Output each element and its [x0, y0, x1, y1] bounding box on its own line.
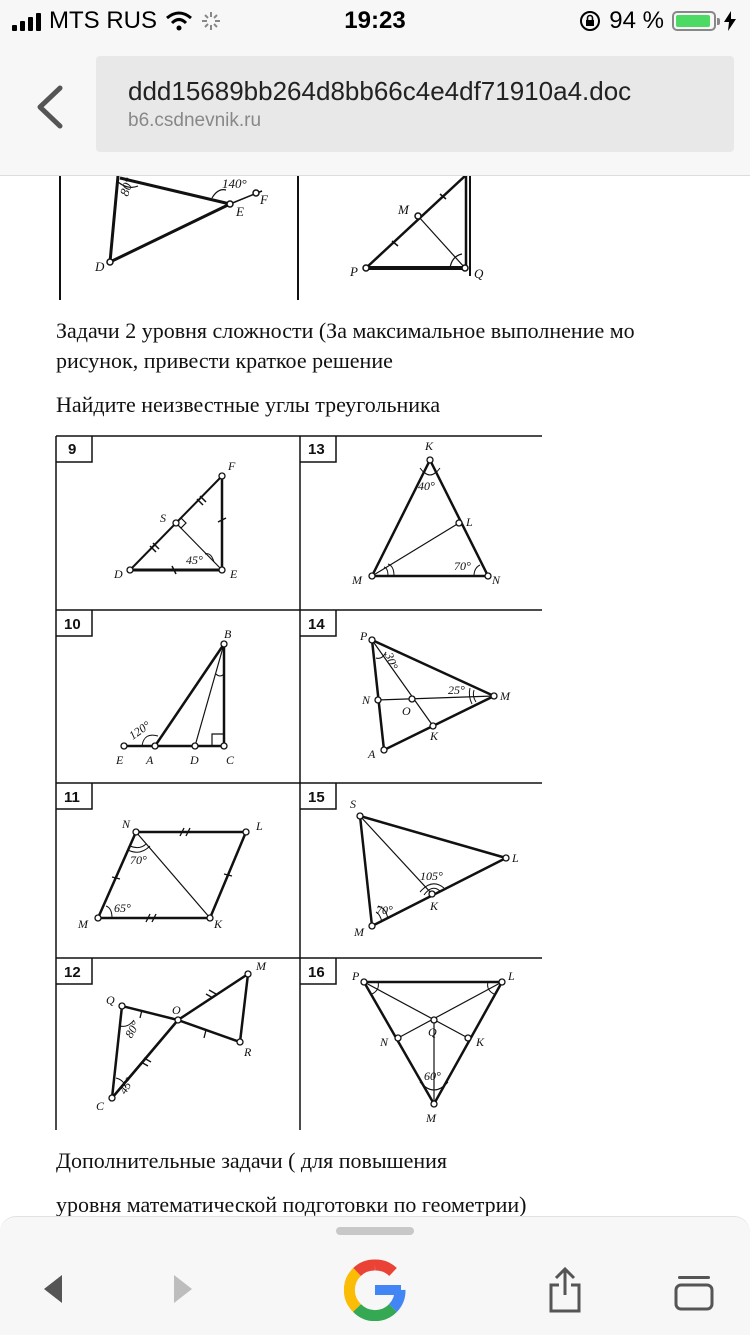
figure-9: [113, 459, 238, 581]
figure-number: 15: [308, 789, 325, 806]
angle-label: 45°: [115, 1074, 137, 1097]
status-bar: [0, 0, 750, 40]
figure-number: 11: [64, 789, 80, 806]
point-label: K: [430, 729, 439, 743]
share-icon[interactable]: [548, 1267, 582, 1313]
point-label: S: [160, 511, 166, 525]
point-label: D: [95, 259, 105, 274]
battery-icon: [672, 11, 716, 31]
point-label: M: [256, 959, 266, 973]
point-label: L: [508, 969, 515, 983]
angle-label: 45°: [186, 553, 203, 567]
point-label: P: [350, 264, 358, 279]
point-label: L: [256, 819, 263, 833]
angle-label: 25°: [448, 683, 465, 697]
figure-number: 14: [308, 616, 325, 633]
document-title: ddd15689bb264d8bb66c4e4df71910a4.doc: [128, 76, 632, 106]
level2-heading-line2: рисунок, привести краткое решение: [56, 348, 393, 373]
task-prompt: Найдите неизвестные углы треугольника: [56, 392, 441, 417]
carrier-name: MTS RUS: [49, 7, 157, 34]
point-label: O: [402, 704, 411, 718]
extra-tasks-line2: уровня математической подготовки по геометрии): [56, 1192, 527, 1216]
figure-number: 9: [68, 441, 77, 458]
clock: 19:23: [344, 7, 406, 34]
point-label: N: [492, 573, 501, 587]
point-label: K: [214, 917, 223, 931]
document-domain: b6.csdnevnik.ru: [128, 110, 262, 131]
figure-12: [96, 959, 267, 1113]
document-page[interactable]: [0, 176, 750, 1216]
figure-15: [350, 797, 519, 939]
google-icon[interactable]: [344, 1259, 406, 1321]
angle-label: 70°: [376, 903, 393, 917]
figure-14: [359, 629, 511, 761]
point-label: M: [500, 689, 510, 703]
point-label: Q: [428, 1025, 437, 1039]
angle-label: 70°: [130, 853, 147, 867]
angle-label: 65°: [114, 901, 131, 915]
point-label: P: [360, 629, 368, 643]
angle-label: 80°: [121, 1018, 143, 1041]
point-label: S: [350, 797, 356, 811]
angle-140-label: 140°: [222, 176, 247, 191]
point-label: M: [352, 573, 362, 587]
point-label: Q: [474, 266, 484, 281]
point-label: M: [398, 202, 409, 217]
angle-label: 120°: [126, 718, 153, 743]
figure-grid: [0, 434, 750, 1134]
point-label: D: [114, 567, 123, 581]
figure-16: [351, 969, 515, 1125]
arrow-right-icon[interactable]: [170, 1273, 196, 1305]
point-label: C: [226, 753, 235, 767]
angle-label: 60°: [424, 1069, 441, 1083]
battery-percent: 94 %: [609, 7, 664, 34]
point-label: E: [116, 753, 124, 767]
browser-header: [0, 40, 750, 176]
figure-number: 12: [64, 964, 81, 981]
point-label: N: [122, 817, 131, 831]
point-label: F: [260, 192, 268, 207]
point-label: O: [172, 1003, 181, 1017]
tabs-icon[interactable]: [674, 1275, 714, 1311]
angle-label: 40°: [418, 479, 435, 493]
point-label: A: [146, 753, 154, 767]
address-bar[interactable]: [96, 56, 734, 152]
drag-handle[interactable]: [336, 1227, 414, 1235]
point-label: K: [430, 899, 439, 913]
arrow-left-icon[interactable]: [40, 1273, 66, 1305]
orientation-lock-icon: [579, 10, 601, 32]
level2-heading-line1: Задачи 2 уровня сложности (За максимальное выполнение мо: [56, 318, 635, 343]
point-label: N: [380, 1035, 389, 1049]
point-label: M: [354, 925, 364, 939]
point-label: L: [512, 851, 519, 865]
point-label: L: [466, 515, 473, 529]
point-label: B: [224, 627, 232, 641]
point-label: K: [425, 439, 434, 453]
figure-number: 16: [308, 964, 325, 981]
point-label: D: [190, 753, 199, 767]
point-label: M: [426, 1111, 436, 1125]
point-label: Q: [106, 993, 115, 1007]
bottom-toolbar: [0, 1216, 750, 1335]
point-label: K: [476, 1035, 485, 1049]
charging-bolt-icon: [724, 11, 736, 31]
point-label: E: [236, 204, 244, 219]
point-label: N: [362, 693, 371, 707]
point-label: E: [230, 567, 238, 581]
angle-label: 105°: [420, 869, 443, 883]
point-label: C: [96, 1099, 105, 1113]
angle-80-label: 80°: [116, 176, 137, 199]
angle-label: 30°: [382, 650, 401, 672]
point-label: F: [228, 459, 236, 473]
point-label: P: [352, 969, 360, 983]
point-label: A: [368, 747, 376, 761]
point-label: M: [78, 917, 88, 931]
figure-number: 10: [64, 616, 81, 633]
figure-11: [77, 817, 263, 931]
point-label: R: [244, 1045, 252, 1059]
top-figure-fragment: [0, 176, 750, 301]
extra-tasks-line1: Дополнительные задачи ( для повышения: [56, 1148, 448, 1173]
figure-10: [115, 627, 235, 767]
figure-number: 13: [308, 441, 325, 458]
angle-label: 70°: [454, 559, 471, 573]
chevron-left-icon[interactable]: [30, 82, 70, 132]
figure-13: [351, 439, 501, 587]
